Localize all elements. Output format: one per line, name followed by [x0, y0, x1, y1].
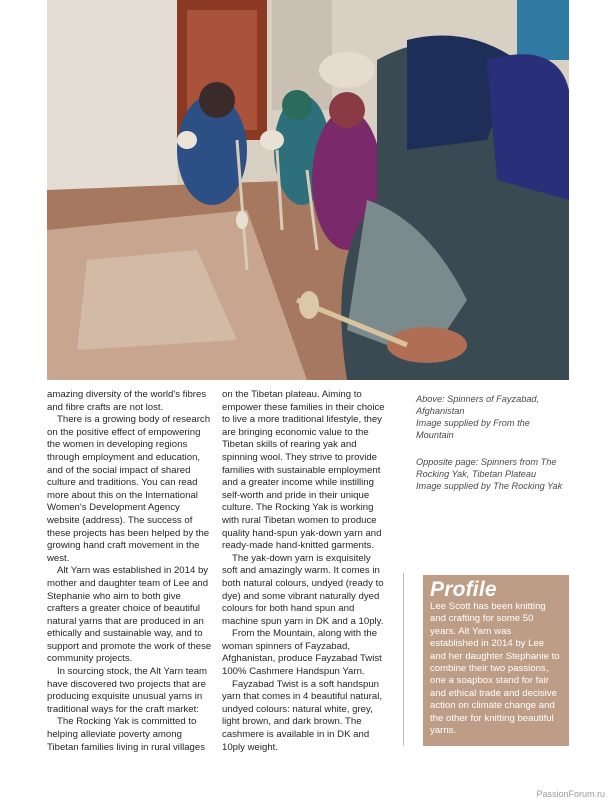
spinners-photo-illustration [47, 0, 569, 380]
paragraph: From the Mountain, along with the woman spinners of Fayzabad, Afghanistan, produce Fayzabad Twist 100% Cashmere Handspun Yarn. [222, 628, 382, 678]
paragraph: There is a growing body of research on the positive effect of empowering the women in developing regions through employment and education, and of the social impact of shared culture and traditions. You can read more about this on the International Women's Development Agency website (address). The success of these projects has been helped by the growing hand craft movement in the west. [47, 414, 211, 564]
paragraph: Alt Yarn was established in 2014 by mother and daughter team of Lee and Stephanie who aim to both give crafters a greater choice of beautiful natural yarns that are produced in an ethically and sustainable way, and to support and promote the work of these community projects. [47, 565, 212, 665]
article-column-1 [47, 389, 213, 753]
paragraph: on the Tibetan plateau. Aiming to empower these families in their choice to live a more traditional lifestyle, they are bringing economic value to the Tibetan skills of rearing yak and spinning wool. They strive to provide families with sustainable employment and a greater income while instilling self-worth and pride in their unique culture. The Rocking Yak is working with rural Tibetan women to produce quality hand-spun yak-down yarn and ready-made hand-knitted garments. [222, 389, 385, 552]
paragraph: amazing diversity of the world's fibres and fibre crafts are not lost. [47, 389, 207, 413]
photo-caption-opposite [416, 456, 566, 492]
caption-line: Above: Spinners of Fayzabad, Afghanistan [416, 394, 540, 416]
profile-body: Lee Scott has been knitting and crafting for some 50 years. Alt Yarn was established in 2014 by Lee and her daughter Stephanie to combine their two passions, one a soapbox stand for fair and ethical trade and decisive action on climate change and the other for knitting beautiful yarns. [430, 601, 560, 737]
caption-credit: Image supplied by From the Mountain [416, 418, 530, 440]
photo-caption-above [416, 393, 566, 441]
paragraph: The Rocking Yak is committed to helping alleviate poverty among Tibetan families living in rural villages [47, 716, 206, 753]
caption-line: Opposite page: Spinners from The Rocking Yak, Tibetan Plateau [416, 457, 557, 479]
profile-box [423, 575, 569, 746]
caption-credit: Image supplied by The Rocking Yak [416, 481, 563, 491]
spinners-photo [47, 0, 569, 380]
profile-title: Profile [430, 578, 497, 601]
paragraph: In sourcing stock, the Alt Yarn team have discovered two projects that are producing exquisite unusual yarns in traditional ways for the craft market: [47, 666, 208, 715]
profile-divider [403, 573, 404, 746]
article-column-2 [222, 389, 388, 753]
paragraph: Fayzabad Twist is a soft handspun yarn that comes in 4 beautiful natural, undyed colours: natural white, grey, light brown, and dark brown. The cashmere is available in in DK and 10ply weight. [222, 678, 382, 753]
paragraph: The yak-down yarn is exquisitely soft and amazingly warm. It comes in both natural colours, undyed (ready to dye) and some vibrant naturally dyed colours for both hand spun and machine spun yarn in DK and a 10ply. [222, 552, 384, 627]
watermark: PassionForum.ru [536, 789, 605, 799]
